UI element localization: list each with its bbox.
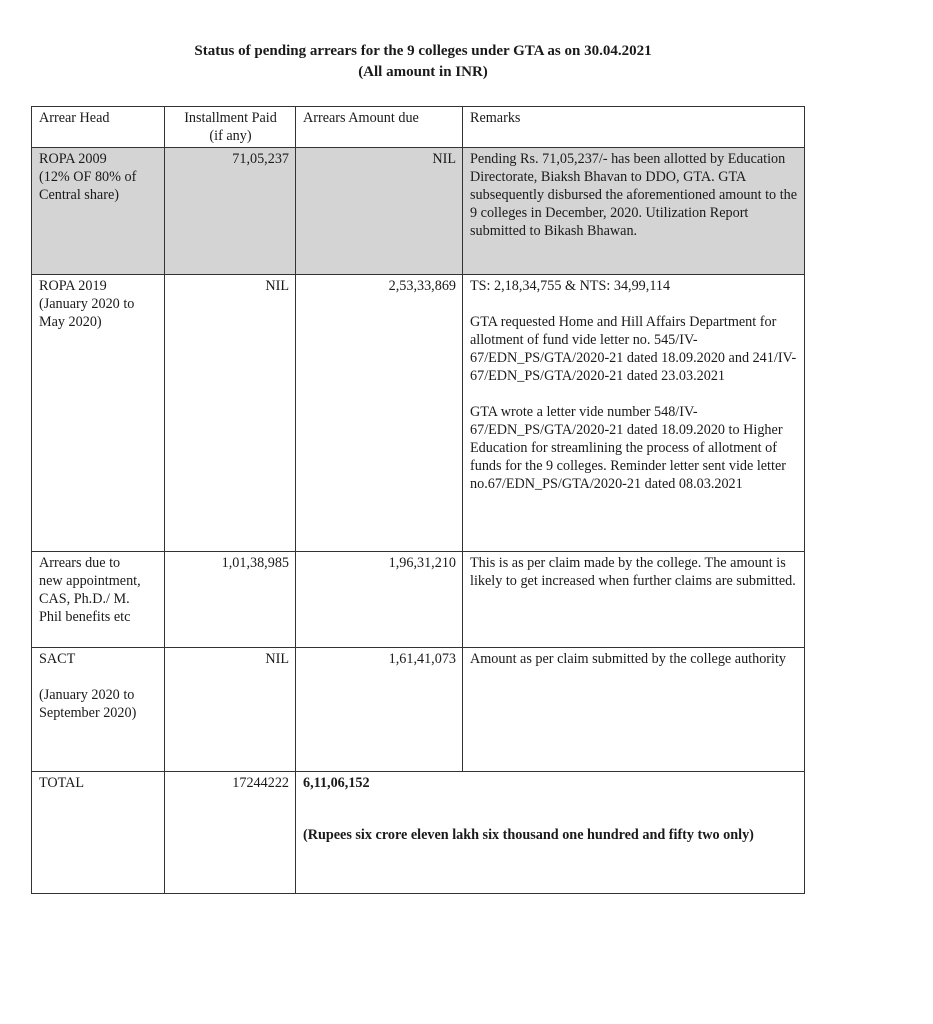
arrear-head-line: (12% OF 80% of — [39, 169, 137, 185]
arrear-head-line: Central share) — [39, 187, 119, 203]
remarks-paragraph: GTA requested Home and Hill Affairs Department for allotment of fund vide letter no. 545/IV-67/EDN_PS/GTA/2020-21 dated 18.09.2020 and 241/IV-67/EDN_PS/GTA/2020-21 dated 23.03.2021 — [470, 314, 797, 384]
table-header-row — [32, 107, 805, 148]
cell-arrears-due: 2,53,33,869 — [296, 275, 463, 552]
cell-arrear-head — [32, 648, 165, 772]
arrear-head-line: CAS, Ph.D./ M. — [39, 591, 130, 607]
arrear-head-line: SACT — [39, 651, 76, 667]
cell-total-amount — [296, 772, 805, 894]
total-amount-in-words: (Rupees six crore eleven lakh six thousand one hundred and fifty two only) — [303, 827, 754, 843]
header-installment-paid-line1: Installment Paid — [184, 110, 277, 126]
table-row — [32, 648, 805, 772]
cell-arrears-due: 1,96,31,210 — [296, 552, 463, 648]
arrear-head-line: ROPA 2019 — [39, 278, 107, 294]
header-arrears-due: Arrears Amount due — [296, 107, 463, 148]
arrear-head-line: May 2020) — [39, 314, 102, 330]
header-installment-paid — [165, 107, 296, 148]
remarks-paragraph: This is as per claim made by the college. The amount is likely to get increased when further claims are submitted. — [470, 555, 796, 589]
arrear-head-line: September 2020) — [39, 705, 137, 721]
arrear-head-line: Phil benefits etc — [39, 609, 131, 625]
arrears-table — [31, 106, 805, 894]
cell-arrear-head — [32, 552, 165, 648]
cell-arrear-head — [32, 148, 165, 275]
table-row — [32, 148, 805, 275]
arrear-head-line: Arrears due to — [39, 555, 121, 571]
document-title: Status of pending arrears for the 9 colleges under GTA as on 30.04.2021 — [194, 43, 652, 59]
cell-installment-paid: 71,05,237 — [165, 148, 296, 275]
cell-total-label: TOTAL — [32, 772, 165, 894]
arrear-head-line: (January 2020 to — [39, 296, 135, 312]
remarks-paragraph: Amount as per claim submitted by the college authority — [470, 651, 786, 667]
cell-remarks — [463, 552, 805, 648]
cell-remarks — [463, 275, 805, 552]
header-remarks: Remarks — [463, 107, 805, 148]
header-installment-paid-line2: (if any) — [209, 128, 252, 144]
cell-remarks — [463, 148, 805, 275]
document-subtitle: (All amount in INR) — [358, 64, 488, 80]
cell-installment-paid: NIL — [165, 648, 296, 772]
cell-total-installment: 17244222 — [165, 772, 296, 894]
cell-installment-paid: 1,01,38,985 — [165, 552, 296, 648]
remarks-paragraph: TS: 2,18,34,755 & NTS: 34,99,114 — [470, 278, 671, 294]
arrear-head-line: new appointment, — [39, 573, 141, 589]
arrear-head-line: ROPA 2009 — [39, 151, 107, 167]
cell-remarks — [463, 648, 805, 772]
cell-arrear-head — [32, 275, 165, 552]
remarks-paragraph: GTA wrote a letter vide number 548/IV-67/EDN_PS/GTA/2020-21 dated 18.09.2020 to Higher Education for streamlining the process of allotment of funds for the 9 colleges. Reminder letter sent vide letter no.67/EDN_PS/GTA/2020-21 dated 08.03.2021 — [470, 404, 786, 492]
arrear-head-line: (January 2020 to — [39, 687, 135, 703]
total-row — [32, 772, 805, 894]
table-row — [32, 552, 805, 648]
cell-arrears-due: 1,61,41,073 — [296, 648, 463, 772]
remarks-paragraph: Pending Rs. 71,05,237/- has been allotted by Education Directorate, Biaksh Bhavan to DDO, GTA. GTA subsequently disbursed the aforementioned amount to the 9 colleges in December, 2020. Utilization Report submitted to Bikash Bhawan. — [470, 151, 798, 239]
header-arrear-head: Arrear Head — [32, 107, 165, 148]
cell-arrears-due: NIL — [296, 148, 463, 275]
table-row — [32, 275, 805, 552]
cell-installment-paid: NIL — [165, 275, 296, 552]
total-amount: 6,11,06,152 — [303, 775, 370, 791]
